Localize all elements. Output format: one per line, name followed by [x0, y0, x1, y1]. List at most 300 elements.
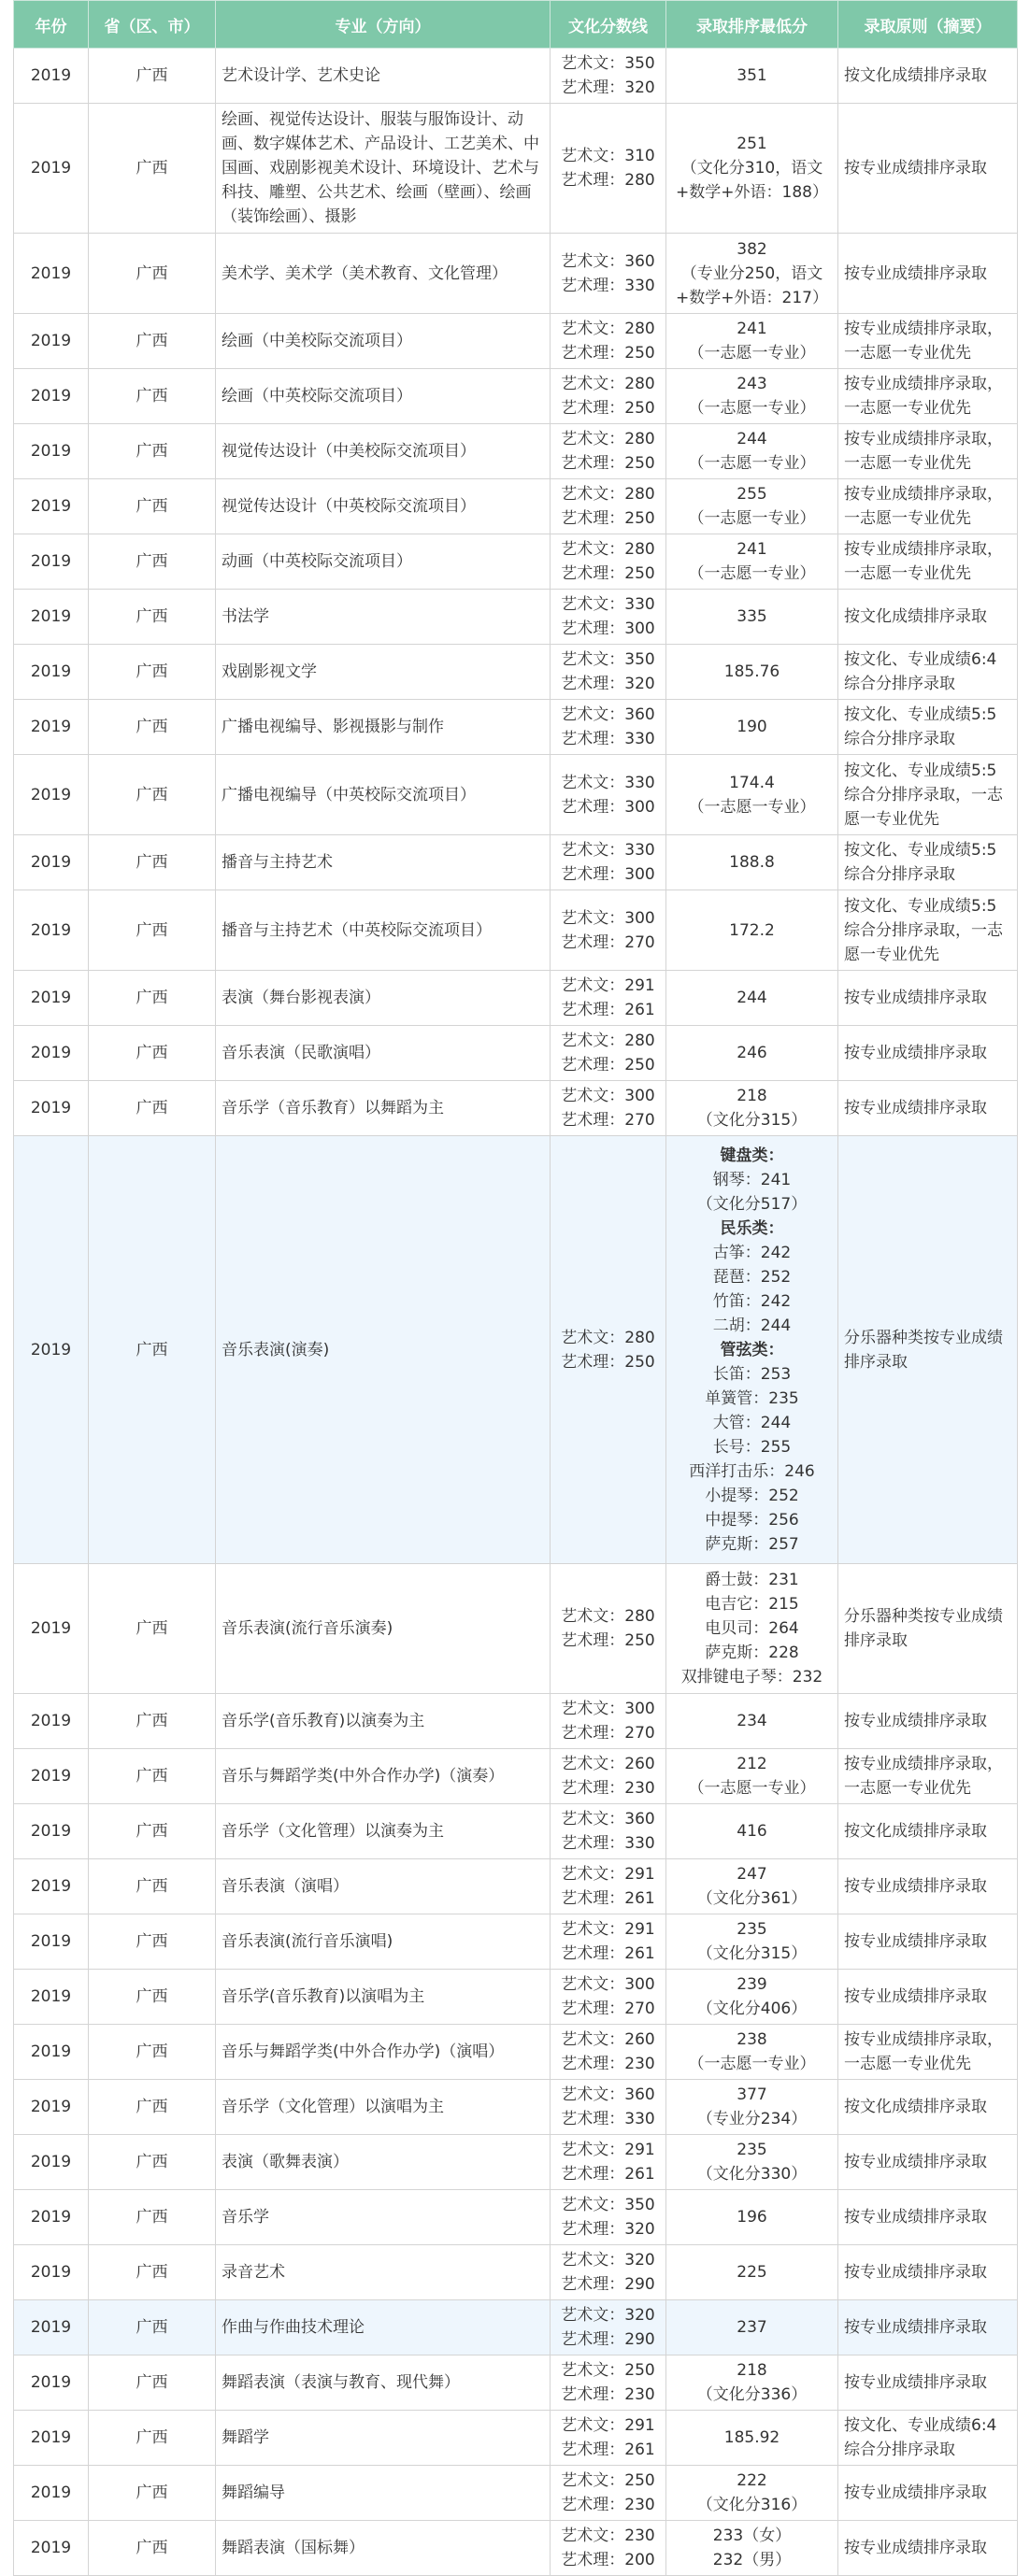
cutoff-cell	[551, 1914, 666, 1970]
table-row	[14, 534, 1018, 590]
min-score-line: （一志愿一专业）	[688, 564, 816, 583]
province-cell: 广西	[89, 234, 216, 314]
cutoff-line: 艺术理：250	[561, 344, 655, 363]
header-province: 省（区、市）	[89, 1, 216, 49]
year-cell: 2019	[14, 1564, 89, 1694]
cutoff-line: 艺术理：261	[561, 1889, 655, 1908]
cutoff-line: 艺术文：310	[561, 147, 655, 165]
table-row	[14, 2245, 1018, 2300]
year-cell: 2019	[14, 700, 89, 755]
cutoff-cell	[551, 590, 666, 645]
min-score-cell	[666, 700, 838, 755]
min-score-cell	[666, 645, 838, 700]
cutoff-line: 艺术理：250	[561, 1056, 655, 1075]
province-cell: 广西	[89, 755, 216, 835]
major-cell: 作曲与作曲技术理论	[216, 2300, 551, 2355]
year-cell: 2019	[14, 534, 89, 590]
year-cell: 2019	[14, 424, 89, 479]
year-cell: 2019	[14, 2025, 89, 2080]
table-row	[14, 104, 1018, 234]
major-cell: 音乐学（音乐教育）以舞蹈为主	[216, 1081, 551, 1136]
major-cell: 艺术设计学、艺术史论	[216, 49, 551, 104]
min-score-line: （文化分330）	[696, 2165, 808, 2184]
cutoff-cell	[551, 2190, 666, 2245]
cutoff-line: 艺术文：330	[561, 595, 655, 614]
min-score-cell	[666, 835, 838, 890]
cutoff-line: 艺术文：350	[561, 54, 655, 73]
min-score-cell	[666, 1694, 838, 1749]
table-row	[14, 49, 1018, 104]
min-score-line: 190	[737, 718, 767, 736]
year-cell: 2019	[14, 835, 89, 890]
cutoff-line: 艺术理：230	[561, 2055, 655, 2073]
table-row	[14, 479, 1018, 534]
cutoff-line: 艺术理：270	[561, 2000, 655, 2018]
cutoff-line: 艺术理：261	[561, 1944, 655, 1963]
cutoff-line: 艺术理：320	[561, 78, 655, 97]
min-score-line: 键盘类：	[720, 1146, 784, 1165]
cutoff-cell	[551, 2300, 666, 2355]
min-score-line: （一志愿一专业）	[688, 509, 816, 528]
principle-cell: 按文化、专业成绩5:5综合分排序录取	[838, 835, 1018, 890]
min-score-line: 241	[737, 540, 767, 559]
min-score-line: 241	[737, 320, 767, 338]
province-cell: 广西	[89, 835, 216, 890]
min-score-line: 251	[737, 135, 767, 153]
province-cell: 广西	[89, 2355, 216, 2411]
principle-cell: 分乐器种类按专业成绩排序录取	[838, 1564, 1018, 1694]
min-score-cell	[666, 1970, 838, 2025]
cutoff-line: 艺术文：291	[561, 1920, 655, 1939]
year-cell: 2019	[14, 755, 89, 835]
year-cell: 2019	[14, 2080, 89, 2135]
min-score-line: 416	[737, 1822, 767, 1841]
cutoff-cell	[551, 2245, 666, 2300]
cutoff-line: 艺术理：320	[561, 675, 655, 693]
cutoff-line: 艺术文：300	[561, 1087, 655, 1105]
principle-cell: 按文化、专业成绩5:5综合分排序录取，一志愿一专业优先	[838, 890, 1018, 971]
min-score-cell	[666, 1749, 838, 1804]
principle-cell: 按专业成绩排序录取，一志愿一专业优先	[838, 2025, 1018, 2080]
province-cell: 广西	[89, 1804, 216, 1859]
province-cell: 广西	[89, 1914, 216, 1970]
cutoff-cell	[551, 2080, 666, 2135]
year-cell: 2019	[14, 2135, 89, 2190]
principle-cell: 按专业成绩排序录取，一志愿一专业优先	[838, 1749, 1018, 1804]
header-major: 专业（方向）	[216, 1, 551, 49]
table-row	[14, 1859, 1018, 1914]
major-cell: 音乐学	[216, 2190, 551, 2245]
min-score-line: 琵琶：252	[712, 1267, 792, 1287]
cutoff-line: 艺术理：280	[561, 171, 655, 190]
min-score-line: 377	[737, 2085, 767, 2104]
cutoff-line: 艺术理：270	[561, 1724, 655, 1743]
header-year: 年份	[14, 1, 89, 49]
province-cell: 广西	[89, 2080, 216, 2135]
year-cell: 2019	[14, 645, 89, 700]
principle-cell: 按专业成绩排序录取，一志愿一专业优先	[838, 369, 1018, 424]
major-cell: 表演（歌舞表演）	[216, 2135, 551, 2190]
principle-cell: 按专业成绩排序录取	[838, 104, 1018, 234]
cutoff-line: 艺术文：360	[561, 1810, 655, 1829]
table-row	[14, 645, 1018, 700]
table-row	[14, 2521, 1018, 2576]
cutoff-line: 艺术文：320	[561, 2251, 655, 2270]
year-cell: 2019	[14, 1694, 89, 1749]
major-cell: 表演（舞台影视表演）	[216, 971, 551, 1026]
min-score-cell	[666, 2245, 838, 2300]
cutoff-cell	[551, 645, 666, 700]
major-cell: 舞蹈学	[216, 2411, 551, 2466]
min-score-line: 235	[737, 1920, 767, 1939]
cutoff-line: 艺术理：290	[561, 2330, 655, 2349]
year-cell: 2019	[14, 2300, 89, 2355]
year-cell: 2019	[14, 479, 89, 534]
major-cell: 音乐表演(流行音乐演唱)	[216, 1914, 551, 1970]
min-score-line: 西洋打击乐：246	[689, 1461, 815, 1481]
principle-cell: 分乐器种类按专业成绩排序录取	[838, 1136, 1018, 1564]
principle-cell: 按专业成绩排序录取	[838, 2245, 1018, 2300]
year-cell: 2019	[14, 890, 89, 971]
province-cell: 广西	[89, 314, 216, 369]
cutoff-line: 艺术文：250	[561, 2471, 655, 2490]
min-score-line: 古筝：242	[712, 1243, 792, 1262]
min-score-cell	[666, 971, 838, 1026]
table-row	[14, 1081, 1018, 1136]
principle-cell: 按专业成绩排序录取，一志愿一专业优先	[838, 534, 1018, 590]
min-score-cell	[666, 104, 838, 234]
year-cell: 2019	[14, 2466, 89, 2521]
min-score-line: 大管：244	[712, 1413, 792, 1432]
cutoff-line: 艺术理：270	[561, 932, 655, 952]
major-cell: 音乐学（文化管理）以演奏为主	[216, 1804, 551, 1859]
year-cell: 2019	[14, 971, 89, 1026]
cutoff-line: 艺术理：320	[561, 2220, 655, 2239]
province-cell: 广西	[89, 645, 216, 700]
cutoff-line: 艺术文：320	[561, 2306, 655, 2325]
min-score-line: 232（男）	[712, 2551, 792, 2569]
min-score-line: 电吉它：215	[705, 1595, 799, 1614]
principle-cell: 按文化、专业成绩5:5综合分排序录取	[838, 700, 1018, 755]
province-cell: 广西	[89, 2300, 216, 2355]
cutoff-cell	[551, 534, 666, 590]
cutoff-line: 艺术文：300	[561, 908, 655, 928]
table-row	[14, 2025, 1018, 2080]
province-cell: 广西	[89, 700, 216, 755]
cutoff-cell	[551, 104, 666, 234]
min-score-cell	[666, 2466, 838, 2521]
cutoff-cell	[551, 700, 666, 755]
min-score-line: （文化分336）	[696, 2385, 808, 2404]
cutoff-line: 艺术理：261	[561, 2441, 655, 2459]
major-cell: 戏剧影视文学	[216, 645, 551, 700]
table-row	[14, 1026, 1018, 1081]
min-score-line: （文化分315）	[696, 1944, 808, 1963]
table-body	[14, 49, 1018, 2576]
province-cell: 广西	[89, 2245, 216, 2300]
table-row	[14, 1564, 1018, 1694]
min-score-line: （一志愿一专业）	[688, 797, 816, 817]
cutoff-line: 艺术文：230	[561, 2526, 655, 2545]
cutoff-line: 艺术文：350	[561, 650, 655, 669]
major-cell: 音乐表演(流行音乐演奏)	[216, 1564, 551, 1694]
cutoff-cell	[551, 369, 666, 424]
min-score-line: 244	[737, 989, 767, 1007]
min-score-line: （文化分315）	[696, 1111, 808, 1130]
min-score-line: 196	[737, 2208, 767, 2227]
major-cell: 音乐表演（演唱）	[216, 1859, 551, 1914]
cutoff-line: 艺术理：330	[561, 1834, 655, 1853]
cutoff-cell	[551, 314, 666, 369]
min-score-line: 255	[737, 485, 767, 504]
principle-cell: 按专业成绩排序录取	[838, 1970, 1018, 2025]
cutoff-cell	[551, 2521, 666, 2576]
header-cutoff: 文化分数线	[551, 1, 666, 49]
major-cell: 绘画（中美校际交流项目）	[216, 314, 551, 369]
cutoff-line: 艺术理：300	[561, 797, 655, 817]
min-score-line: 萨克斯：257	[705, 1534, 799, 1554]
province-cell: 广西	[89, 890, 216, 971]
table-row	[14, 2080, 1018, 2135]
cutoff-line: 艺术理：250	[561, 454, 655, 473]
cutoff-line: 艺术理：250	[561, 1352, 655, 1372]
min-score-cell	[666, 2190, 838, 2245]
min-score-line: 243	[737, 375, 767, 393]
cutoff-line: 艺术文：250	[561, 2361, 655, 2380]
cutoff-cell	[551, 1081, 666, 1136]
year-cell: 2019	[14, 2355, 89, 2411]
min-score-cell	[666, 890, 838, 971]
cutoff-cell	[551, 755, 666, 835]
min-score-line: （文化分406）	[696, 2000, 808, 2018]
min-score-line: 长笛：253	[712, 1364, 792, 1384]
table-row	[14, 1694, 1018, 1749]
cutoff-line: 艺术文：300	[561, 1700, 655, 1718]
cutoff-line: 艺术理：290	[561, 2275, 655, 2294]
principle-cell: 按专业成绩排序录取	[838, 1694, 1018, 1749]
principle-cell: 按专业成绩排序录取，一志愿一专业优先	[838, 424, 1018, 479]
min-score-line: （文化分310，语文+数学+外语：188）	[676, 159, 828, 202]
cutoff-line: 艺术理：250	[561, 1631, 655, 1650]
cutoff-cell	[551, 49, 666, 104]
major-cell: 动画（中英校际交流项目）	[216, 534, 551, 590]
principle-cell: 按文化成绩排序录取	[838, 49, 1018, 104]
min-score-line: 钢琴：241	[712, 1170, 792, 1189]
min-score-cell	[666, 479, 838, 534]
min-score-line: 185.76	[723, 662, 780, 681]
table-row	[14, 1749, 1018, 1804]
min-score-line: 335	[737, 607, 767, 626]
min-score-cell	[666, 534, 838, 590]
table-row	[14, 314, 1018, 369]
min-score-line: 爵士鼓：231	[705, 1571, 799, 1589]
min-score-line: 239	[737, 1975, 767, 1994]
cutoff-line: 艺术理：230	[561, 2385, 655, 2404]
province-cell: 广西	[89, 369, 216, 424]
province-cell: 广西	[89, 104, 216, 234]
principle-cell: 按专业成绩排序录取	[838, 2190, 1018, 2245]
min-score-cell	[666, 234, 838, 314]
cutoff-cell	[551, 1136, 666, 1564]
table-row	[14, 2411, 1018, 2466]
year-cell: 2019	[14, 2245, 89, 2300]
cutoff-line: 艺术文：360	[561, 2085, 655, 2104]
province-cell: 广西	[89, 479, 216, 534]
cutoff-cell	[551, 1804, 666, 1859]
cutoff-line: 艺术文：330	[561, 773, 655, 792]
min-score-line: 174.4	[729, 773, 775, 792]
major-cell: 美术学、美术学（美术教育、文化管理）	[216, 234, 551, 314]
principle-cell: 按文化、专业成绩5:5综合分排序录取，一志愿一专业优先	[838, 755, 1018, 835]
province-cell: 广西	[89, 2135, 216, 2190]
min-score-line: 246	[737, 1044, 767, 1062]
major-cell: 播音与主持艺术（中英校际交流项目）	[216, 890, 551, 971]
province-cell: 广西	[89, 1694, 216, 1749]
table-row	[14, 2135, 1018, 2190]
min-score-line: 351	[737, 66, 767, 85]
min-score-cell	[666, 1859, 838, 1914]
min-score-line: 218	[737, 2361, 767, 2380]
cutoff-line: 艺术文：330	[561, 841, 655, 860]
principle-cell: 按专业成绩排序录取	[838, 2135, 1018, 2190]
admission-score-table	[13, 0, 1018, 2576]
province-cell: 广西	[89, 1081, 216, 1136]
principle-cell: 按文化成绩排序录取	[838, 590, 1018, 645]
table-row	[14, 1970, 1018, 2025]
min-score-line: 233（女）	[712, 2526, 792, 2545]
min-score-line: （一志愿一专业）	[688, 454, 816, 473]
major-cell: 播音与主持艺术	[216, 835, 551, 890]
min-score-line: 237	[737, 2318, 767, 2337]
major-cell: 录音艺术	[216, 2245, 551, 2300]
year-cell: 2019	[14, 49, 89, 104]
principle-cell: 按专业成绩排序录取	[838, 2355, 1018, 2411]
cutoff-line: 艺术理：230	[561, 1779, 655, 1798]
min-score-line: （专业分250，语文+数学+外语：217）	[676, 263, 828, 307]
min-score-line: 188.8	[729, 853, 775, 872]
min-score-line: 212	[737, 1755, 767, 1773]
min-score-line: 238	[737, 2030, 767, 2049]
major-cell: 绘画（中英校际交流项目）	[216, 369, 551, 424]
year-cell: 2019	[14, 1914, 89, 1970]
min-score-line: 电贝司：264	[705, 1619, 799, 1638]
table-row	[14, 1136, 1018, 1564]
province-cell: 广西	[89, 534, 216, 590]
min-score-line: （一志愿一专业）	[688, 399, 816, 418]
cutoff-line: 艺术文：360	[561, 705, 655, 724]
cutoff-line: 艺术理：200	[561, 2551, 655, 2569]
min-score-cell	[666, 369, 838, 424]
province-cell: 广西	[89, 49, 216, 104]
major-cell: 音乐与舞蹈学类(中外合作办学)（演唱）	[216, 2025, 551, 2080]
min-score-line: （文化分517）	[696, 1194, 808, 1214]
table-row	[14, 2355, 1018, 2411]
major-cell: 音乐学（文化管理）以演唱为主	[216, 2080, 551, 2135]
admission-table-container	[13, 0, 1017, 2576]
cutoff-cell	[551, 424, 666, 479]
table-row	[14, 2300, 1018, 2355]
cutoff-line: 艺术理：261	[561, 2165, 655, 2184]
province-cell: 广西	[89, 2190, 216, 2245]
min-score-line: 竹笛：242	[712, 1291, 792, 1311]
min-score-line: （一志愿一专业）	[688, 344, 816, 363]
min-score-line: （一志愿一专业）	[688, 1779, 816, 1798]
min-score-line: 185.92	[723, 2428, 780, 2447]
major-cell: 舞蹈表演（国标舞）	[216, 2521, 551, 2576]
year-cell: 2019	[14, 1136, 89, 1564]
province-cell: 广西	[89, 2411, 216, 2466]
min-score-line: 长号：255	[712, 1437, 792, 1457]
province-cell: 广西	[89, 1136, 216, 1564]
cutoff-cell	[551, 1749, 666, 1804]
min-score-cell	[666, 2080, 838, 2135]
year-cell: 2019	[14, 314, 89, 369]
min-score-line: 222	[737, 2471, 767, 2490]
year-cell: 2019	[14, 1026, 89, 1081]
major-cell: 广播电视编导（中英校际交流项目）	[216, 755, 551, 835]
year-cell: 2019	[14, 234, 89, 314]
principle-cell: 按专业成绩排序录取，一志愿一专业优先	[838, 314, 1018, 369]
min-score-line: 萨克斯：228	[705, 1644, 799, 1662]
cutoff-line: 艺术理：300	[561, 865, 655, 884]
min-score-line: 二胡：244	[712, 1316, 792, 1335]
province-cell: 广西	[89, 2521, 216, 2576]
cutoff-line: 艺术文：291	[561, 2416, 655, 2435]
cutoff-line: 艺术文：360	[561, 251, 655, 271]
cutoff-line: 艺术理：270	[561, 1111, 655, 1130]
province-cell: 广西	[89, 971, 216, 1026]
cutoff-line: 艺术理：330	[561, 276, 655, 295]
year-cell: 2019	[14, 104, 89, 234]
cutoff-cell	[551, 1970, 666, 2025]
table-row	[14, 2466, 1018, 2521]
principle-cell: 按专业成绩排序录取	[838, 1914, 1018, 1970]
major-cell: 音乐表演(演奏)	[216, 1136, 551, 1564]
min-score-cell	[666, 590, 838, 645]
min-score-cell	[666, 2025, 838, 2080]
table-row	[14, 424, 1018, 479]
cutoff-cell	[551, 479, 666, 534]
cutoff-line: 艺术理：250	[561, 509, 655, 528]
min-score-line: 民乐类：	[720, 1218, 784, 1238]
principle-cell: 按专业成绩排序录取	[838, 1081, 1018, 1136]
cutoff-cell	[551, 1026, 666, 1081]
min-score-line: 双排键电子琴：232	[680, 1668, 823, 1686]
min-score-cell	[666, 755, 838, 835]
year-cell: 2019	[14, 2190, 89, 2245]
min-score-cell	[666, 49, 838, 104]
min-score-line: （文化分361）	[696, 1889, 808, 1908]
major-cell: 广播电视编导、影视摄影与制作	[216, 700, 551, 755]
table-row	[14, 234, 1018, 314]
province-cell: 广西	[89, 1026, 216, 1081]
principle-cell: 按专业成绩排序录取	[838, 971, 1018, 1026]
header-min-score: 录取排序最低分	[666, 1, 838, 49]
cutoff-line: 艺术文：291	[561, 2141, 655, 2159]
cutoff-cell	[551, 2025, 666, 2080]
major-cell: 视觉传达设计（中英校际交流项目）	[216, 479, 551, 534]
major-cell: 舞蹈编导	[216, 2466, 551, 2521]
cutoff-line: 艺术文：280	[561, 485, 655, 504]
cutoff-cell	[551, 2411, 666, 2466]
cutoff-line: 艺术理：230	[561, 2496, 655, 2514]
min-score-line: （一志愿一专业）	[688, 2055, 816, 2073]
year-cell: 2019	[14, 1804, 89, 1859]
principle-cell: 按文化成绩排序录取	[838, 1804, 1018, 1859]
province-cell: 广西	[89, 2466, 216, 2521]
min-score-cell	[666, 424, 838, 479]
province-cell: 广西	[89, 424, 216, 479]
